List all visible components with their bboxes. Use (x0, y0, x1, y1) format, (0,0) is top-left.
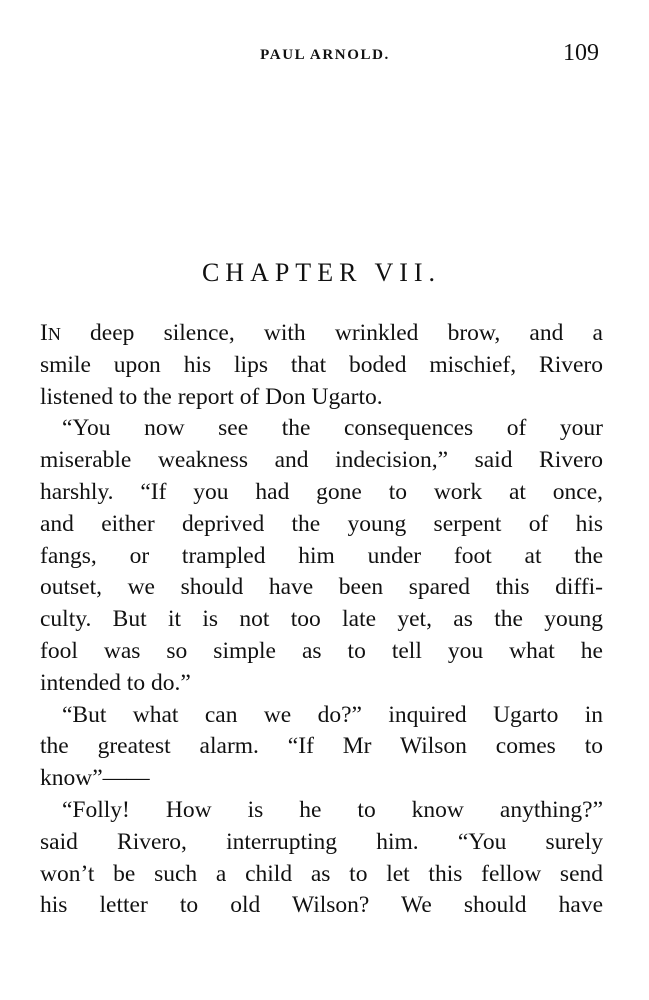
text-line-content: deep silence, with wrinkled brow, and a (60, 320, 603, 346)
text-line: know”—— (40, 765, 150, 792)
text-line: harshly. “If you had gone to work at once, (40, 478, 603, 505)
chapter-heading: CHAPTER VII. (201, 258, 442, 287)
text-line: intended to do.” (40, 669, 191, 696)
chapter-body (40, 318, 603, 922)
text-line: miserable weakness and indecision,” said Rivero (40, 447, 603, 474)
text-line (40, 318, 603, 350)
page-number: 109 (563, 40, 599, 66)
text-line: said Rivero, interrupting him. “You surely (40, 828, 603, 855)
text-line: listened to the report of Don Ugarto. (40, 383, 383, 410)
text-line: his letter to old Wilson? We should have (40, 892, 603, 919)
running-head (40, 40, 603, 72)
text-line: fool was so simple as to tell you what he (40, 637, 603, 664)
text-line: fangs, or trampled him under foot at the (40, 542, 603, 569)
text-line: culty. But it is not too late yet, as the young (40, 606, 603, 633)
text-line: “Folly! How is he to know anything?” (62, 796, 603, 823)
paragraph-4 (40, 795, 603, 922)
dropcap: I (40, 320, 48, 346)
text-line: won’t be such a child as to let this fellow send (40, 860, 603, 887)
smallcap-letters: N (47, 324, 61, 344)
text-line: “But what can we do?” inquired Ugarto in (62, 701, 603, 728)
text-line: and either deprived the young serpent of his (40, 510, 603, 537)
running-title: PAUL ARNOLD. (260, 47, 390, 63)
text-line: the greatest alarm. “If Mr Wilson comes to (40, 733, 603, 760)
text-line: smile upon his lips that boded mischief, Rivero (40, 351, 603, 378)
paragraph-3 (40, 700, 603, 795)
text-line: “You now see the consequences of your (62, 415, 603, 442)
text-line: outset, we should have been spared this diffi- (40, 574, 603, 601)
paragraph-1 (40, 318, 603, 413)
paragraph-2 (40, 413, 603, 699)
